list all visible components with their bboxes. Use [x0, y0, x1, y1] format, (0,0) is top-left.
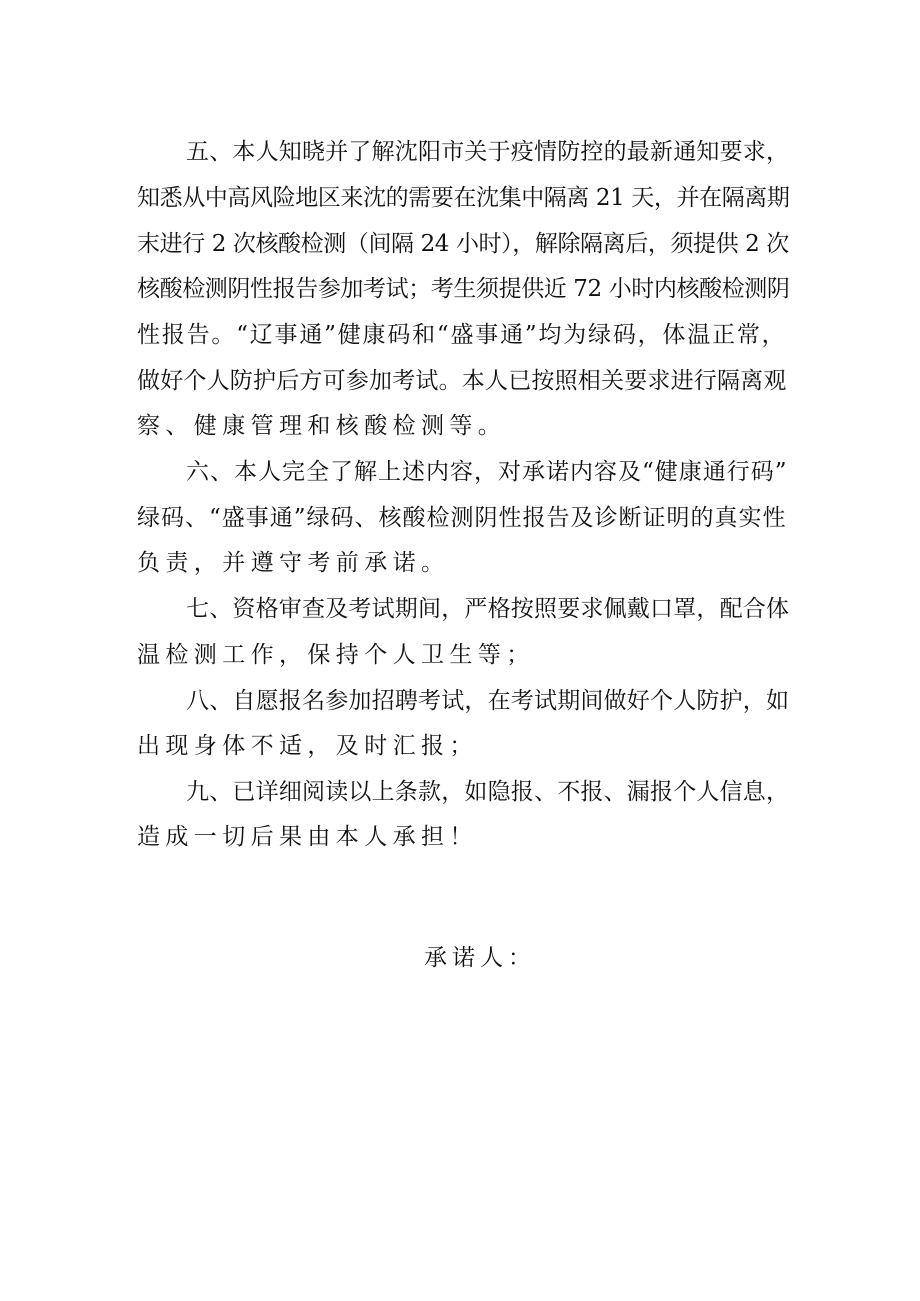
paragraph-line: 六、本人完全了解上述内容，对承诺内容及“健康通行码” [186, 459, 788, 485]
paragraph-line: 九、已详细阅读以上条款，如隐报、不报、漏报个人信息， [186, 779, 790, 805]
signature-label: 承诺人： [424, 945, 536, 971]
paragraph-line: 察、健康管理和核酸检测等。 [137, 413, 507, 439]
paragraph-line: 五、本人知晓并了解沈阳市关于疫情防控的最新通知要求， [186, 139, 790, 165]
paragraph-line: 末进行 2 次核酸检测（间隔 24 小时），解除隔离后，须提供 2 次 [137, 231, 789, 257]
paragraph-line: 七、资格审查及考试期间，严格按照要求佩戴口罩，配合体 [186, 596, 790, 622]
paragraph-line: 造成一切后果由本人承担！ [137, 824, 478, 850]
paragraph-line: 性报告。“辽事通”健康码和“盛事通”均为绿码，体温正常， [137, 322, 787, 348]
paragraph-line: 核酸检测阴性报告参加考试；考生须提供近 72 小时内核酸检测阴 [137, 276, 790, 302]
paragraph-line: 知悉从中高风险地区来沈的需要在沈集中隔离 21 天，并在隔离期 [137, 185, 790, 211]
paragraph-line: 八、自愿报名参加招聘考试，在考试期间做好个人防护，如 [186, 688, 790, 714]
paragraph-line: 出现身体不适，及时汇报； [137, 733, 478, 759]
paragraph-line: 绿码、“盛事通”绿码、核酸检测阴性报告及诊断证明的真实性 [137, 505, 787, 531]
paragraph-line: 温检测工作，保持个人卫生等； [137, 642, 535, 668]
paragraph-line: 做好个人防护后方可参加考试。本人已按照相关要求进行隔离观 [137, 368, 787, 394]
paragraph-line: 负责，并遵守考前承诺。 [137, 550, 450, 576]
